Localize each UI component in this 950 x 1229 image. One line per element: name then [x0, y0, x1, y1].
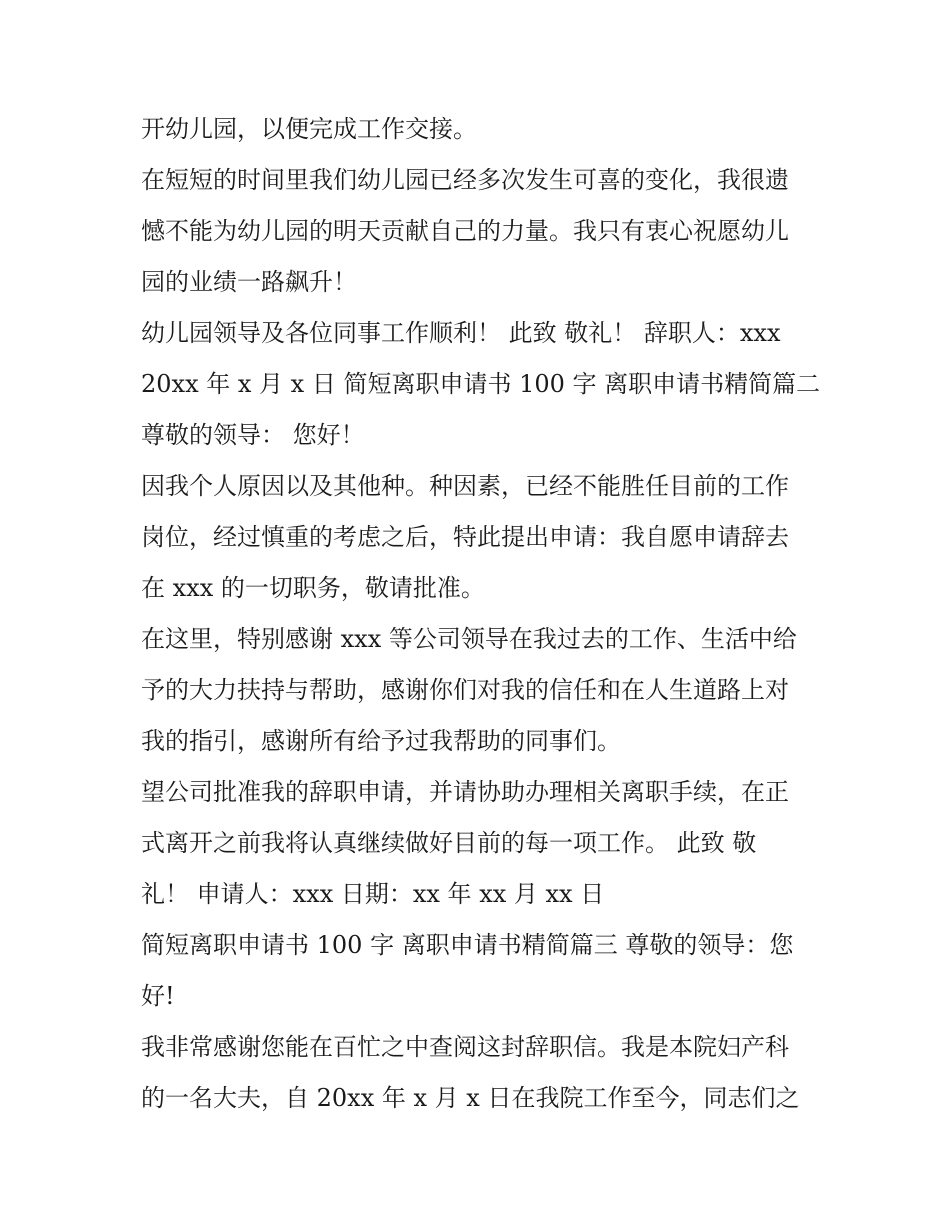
document-body [141, 104, 821, 1124]
text-line: 在 xxx 的一切职务，敬请批准。 [141, 574, 485, 602]
text-line: 好! [141, 982, 175, 1010]
text-line: 我非常感谢您能在百忙之中查阅这封辞职信。我是本院妇产科 [141, 1033, 789, 1061]
text-line: 开幼儿园，以便完成工作交接。 [141, 115, 477, 143]
text-line: 幼儿园领导及各位同事工作顺利！ 此致 敬礼！ 辞职人：xxx [141, 319, 781, 347]
text-line: 式离开之前我将认真继续做好目前的每一项工作。 此致 敬 [141, 829, 757, 857]
text-line: 20xx 年 x 月 x 日 简短离职申请书 100 字 离职申请书精简篇二 [141, 370, 821, 398]
text-line: 简短离职申请书 100 字 离职申请书精简篇三 尊敬的领导：您 [141, 931, 794, 959]
text-line: 我的指引，感谢所有给予过我帮助的同事们。 [141, 727, 621, 755]
text-line: 因我个人原因以及其他种。种因素，已经不能胜任目前的工作 [141, 472, 789, 500]
text-line: 岗位，经过慎重的考虑之后，特此提出申请：我自愿申请辞去 [141, 523, 789, 551]
text-line: 予的大力扶持与帮助，感谢你们对我的信任和在人生道路上对 [141, 676, 789, 704]
text-line: 尊敬的领导： 您好！ [141, 421, 365, 449]
text-line: 在这里，特别感谢 xxx 等公司领导在我过去的工作、生活中给 [141, 625, 797, 653]
text-line: 的一名大夫，自 20xx 年 x 月 x 日在我院工作至今，同志们之 [141, 1084, 800, 1112]
text-line: 园的业绩一路飙升！ [141, 268, 357, 296]
text-line: 礼！ 申请人：xxx 日期：xx 年 xx 月 xx 日 [141, 880, 605, 908]
text-line: 在短短的时间里我们幼儿园已经多次发生可喜的变化，我很遗 [141, 166, 789, 194]
text-line: 憾不能为幼儿园的明天贡献自己的力量。我只有衷心祝愿幼儿 [141, 217, 789, 245]
text-line: 望公司批准我的辞职申请，并请协助办理相关离职手续，在正 [141, 778, 789, 806]
